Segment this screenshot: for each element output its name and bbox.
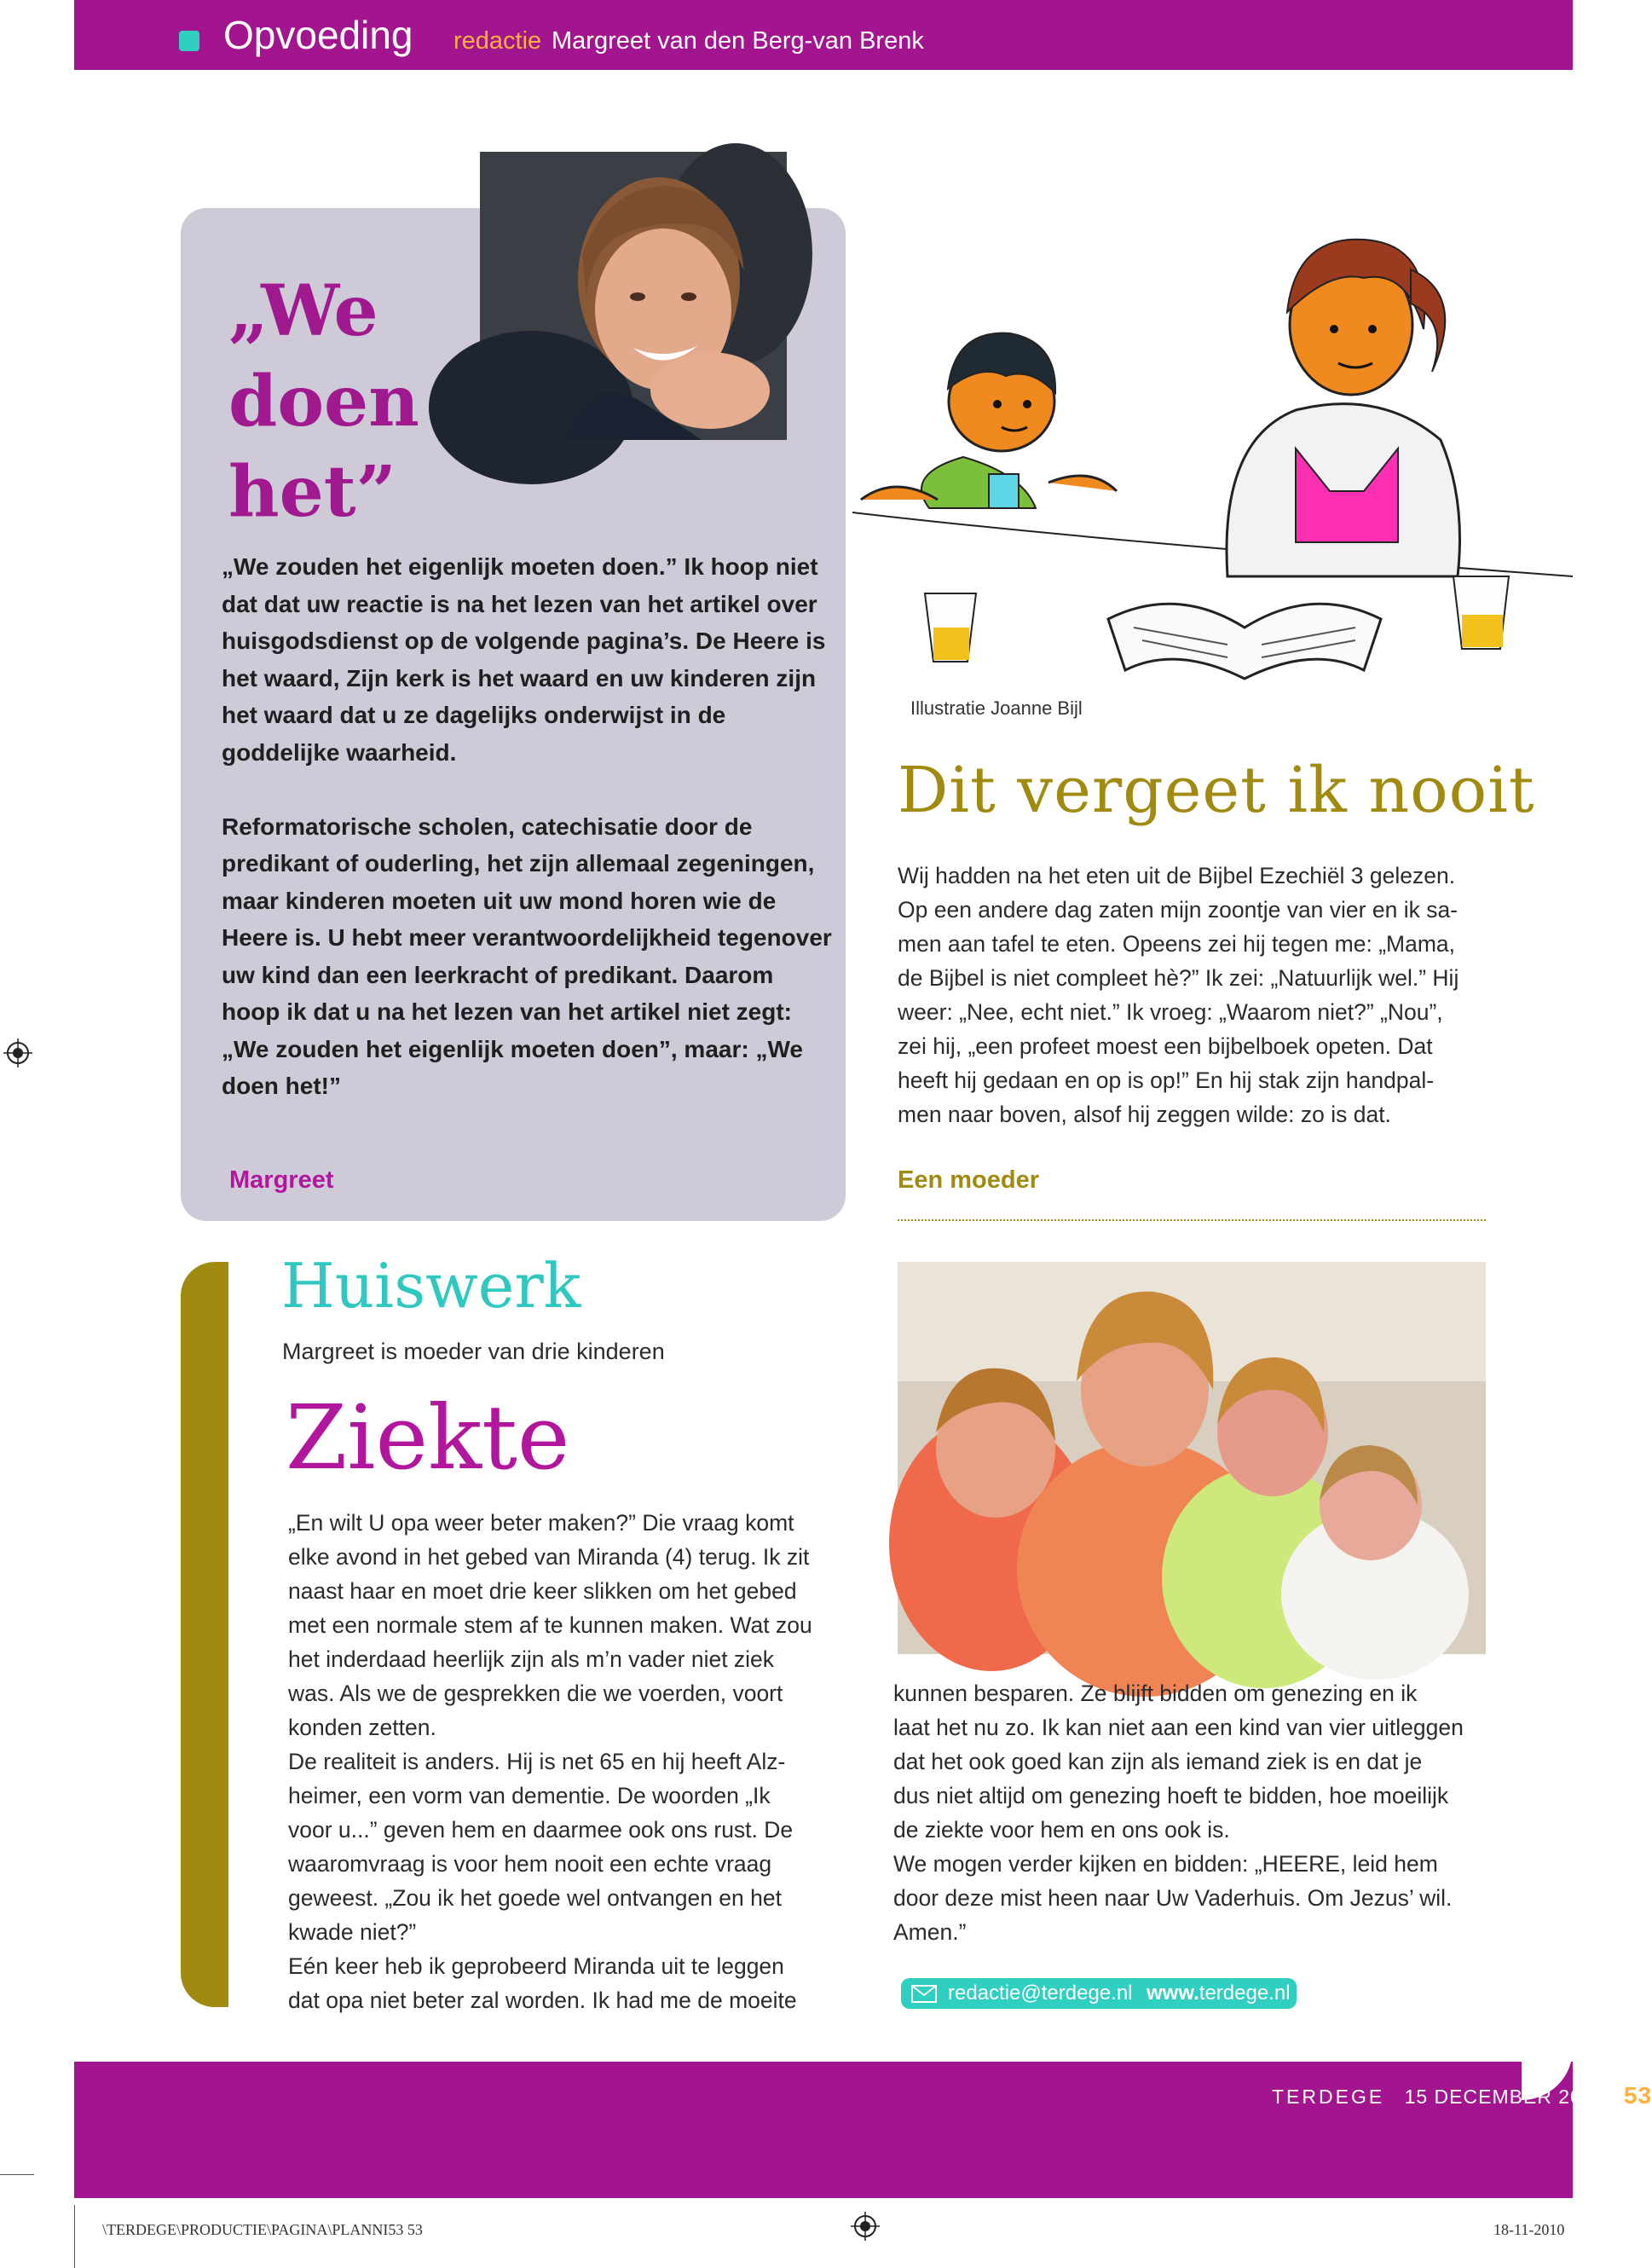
article-line: De realiteit is anders. Hij is net 65 en hij heeft Alz-: [288, 1749, 786, 1774]
article-line: dus niet altijd om genezing hoeft te bidden, hoe moeilijk: [893, 1783, 1449, 1808]
story-signature: Een moeder: [898, 1166, 1039, 1194]
story-line: men aan tafel te eten. Opeens zei hij tegen me: „Mama,: [898, 931, 1456, 957]
article-line: met een normale stem af te kunnen maken. Wat zou: [288, 1612, 812, 1638]
registration-mark-icon: [851, 2212, 880, 2241]
footer-brand: TERDEGE: [1272, 2086, 1385, 2108]
redactie-name: Margreet van den Berg-van Brenk: [552, 27, 924, 55]
print-path: \TERDEGE\PRODUCTIE\PAGINA\PLANNI53 53: [102, 2221, 423, 2238]
registration-mark-icon: [3, 1039, 32, 1067]
trim-mark: [0, 2174, 34, 2175]
article-title: Ziekte: [286, 1386, 570, 1490]
column-paragraph: „We zouden het eigenlijk moeten doen.” Ik hoop niet dat dat uw reactie is na het lezen van het artikel over huisgodsdienst op de volgende pagina’s. De Heere is het waard, Zijn kerk is het waard en uw kinderen zijn het waard dat u ze dagelijks onderwijst in de goddelijke waarheid.: [222, 553, 826, 766]
article-line: door deze mist heen naar Uw Vaderhuis. Om Jezus’ wil.: [893, 1885, 1453, 1911]
column-text: [222, 548, 835, 1142]
redactie-label: redactie: [453, 27, 542, 55]
illustration: [852, 218, 1573, 691]
story-line: heeft hij gedaan en op is op!” En hij stak zijn handpal-: [898, 1067, 1435, 1093]
header-band: [74, 0, 1573, 70]
article-line: dat opa niet beter zal worden. Ik had me de moeite: [288, 1987, 797, 2013]
story-text: [898, 859, 1499, 1131]
article-line: We mogen verder kijken en bidden: „HEERE, leid hem: [893, 1851, 1438, 1877]
author-photo: [480, 152, 787, 440]
article-line: waaromvraag is voor hem nooit een echte vraag: [288, 1851, 772, 1877]
website-link[interactable]: [1147, 1982, 1291, 2005]
article-line: naast haar en moet drie keer slikken om het gebed: [288, 1578, 797, 1604]
footer-date: 15 DECEMBER 2010: [1404, 2086, 1606, 2108]
family-photo: [898, 1262, 1486, 1654]
section-marker-icon: [179, 31, 199, 51]
article-accent-bar: [181, 1262, 228, 2007]
article-text-left: [288, 1506, 834, 2017]
article-line: kunnen besparen. Ze blijft bidden om genezing en ik: [893, 1681, 1418, 1706]
mail-icon: [911, 1985, 937, 2003]
article-line: voor u...” geven hem en daarmee ook ons rust. De: [288, 1817, 794, 1843]
column-title: „We doen het”: [228, 270, 419, 533]
article-byline: Margreet is moeder van drie kinderen: [282, 1339, 665, 1364]
article-rubric: Huiswerk: [281, 1250, 581, 1322]
article-line: „En wilt U opa weer beter maken?” Die vraag komt: [288, 1510, 794, 1536]
story-line: men naar boven, alsof hij zeggen wilde: zo is dat.: [898, 1102, 1391, 1127]
page-number: 53: [1623, 2082, 1652, 2109]
footer-info: [1272, 2082, 1652, 2109]
story-title: Dit vergeet ik nooit: [898, 754, 1535, 827]
article-line: kwade niet?”: [288, 1919, 417, 1945]
website-prefix: www.: [1147, 1982, 1199, 2005]
article-line: geweest. „Zou ik het goede wel ontvangen en het: [288, 1885, 782, 1911]
article-line: Eén keer heb ik geprobeerd Miranda uit te leggen: [288, 1953, 784, 1979]
article-line: Amen.”: [893, 1919, 967, 1945]
dotted-divider: [898, 1219, 1486, 1221]
article-line: heimer, een vorm van dementie. De woorden „Ik: [288, 1783, 771, 1808]
story-line: Op een andere dag zaten mijn zoontje van vier en ik sa-: [898, 897, 1458, 923]
contact-pill[interactable]: [901, 1978, 1297, 2009]
website-domain: terdege.nl: [1199, 1982, 1291, 2005]
story-line: zei hij, „een profeet moest een bijbelboek opeten. Dat: [898, 1033, 1433, 1059]
illustration-credit: Illustratie Joanne Bijl: [910, 697, 1083, 719]
column-paragraph: Reformatorische scholen, catechisatie door de predikant of ouderling, het zijn allemaal zegeningen, maar kinderen moeten uit uw mond horen wie de Heere is. U hebt meer verantwoordelijkheid tegenover uw kind dan een leerkracht of predikant. Daarom hoop ik dat u na het lezen van het artikel niet zegt: „We zouden het eigenlijk moeten doen”, maar: „We doen het!”: [222, 813, 832, 1099]
article-line: laat het nu zo. Ik kan niet aan een kind van vier uitleggen: [893, 1715, 1464, 1740]
story-line: de Bijbel is niet compleet hè?” Ik zei: „Natuurlijk wel.” Hij: [898, 965, 1459, 991]
article-line: konden zetten.: [288, 1715, 436, 1740]
article-line: dat het ook goed kan zijn als iemand ziek is en dat je: [893, 1749, 1423, 1774]
footer-band: [74, 2062, 1652, 2198]
article-line: was. Als we de gesprekken die we voerden, voort: [288, 1681, 783, 1706]
story-line: Wij hadden na het eten uit de Bijbel Ezechiël 3 gelezen.: [898, 863, 1456, 888]
print-date: 18-11-2010: [1493, 2221, 1565, 2238]
email-link[interactable]: redactie@terdege.nl: [948, 1982, 1133, 2005]
story-line: weer: „Nee, echt niet.” Ik vroeg: „Waarom niet?” „Nou”,: [898, 999, 1443, 1025]
section-title: Opvoeding: [223, 13, 413, 57]
column-signature: Margreet: [229, 1166, 334, 1194]
article-line: de ziekte voor hem en ons ook is.: [893, 1817, 1230, 1843]
trim-mark: [74, 2205, 75, 2268]
article-line: het inderdaad heerlijk zijn als m’n vader niet ziek: [288, 1646, 775, 1672]
article-line: elke avond in het gebed van Miranda (4) terug. Ik zit: [288, 1544, 810, 1570]
article-text-right: [893, 1676, 1507, 1949]
